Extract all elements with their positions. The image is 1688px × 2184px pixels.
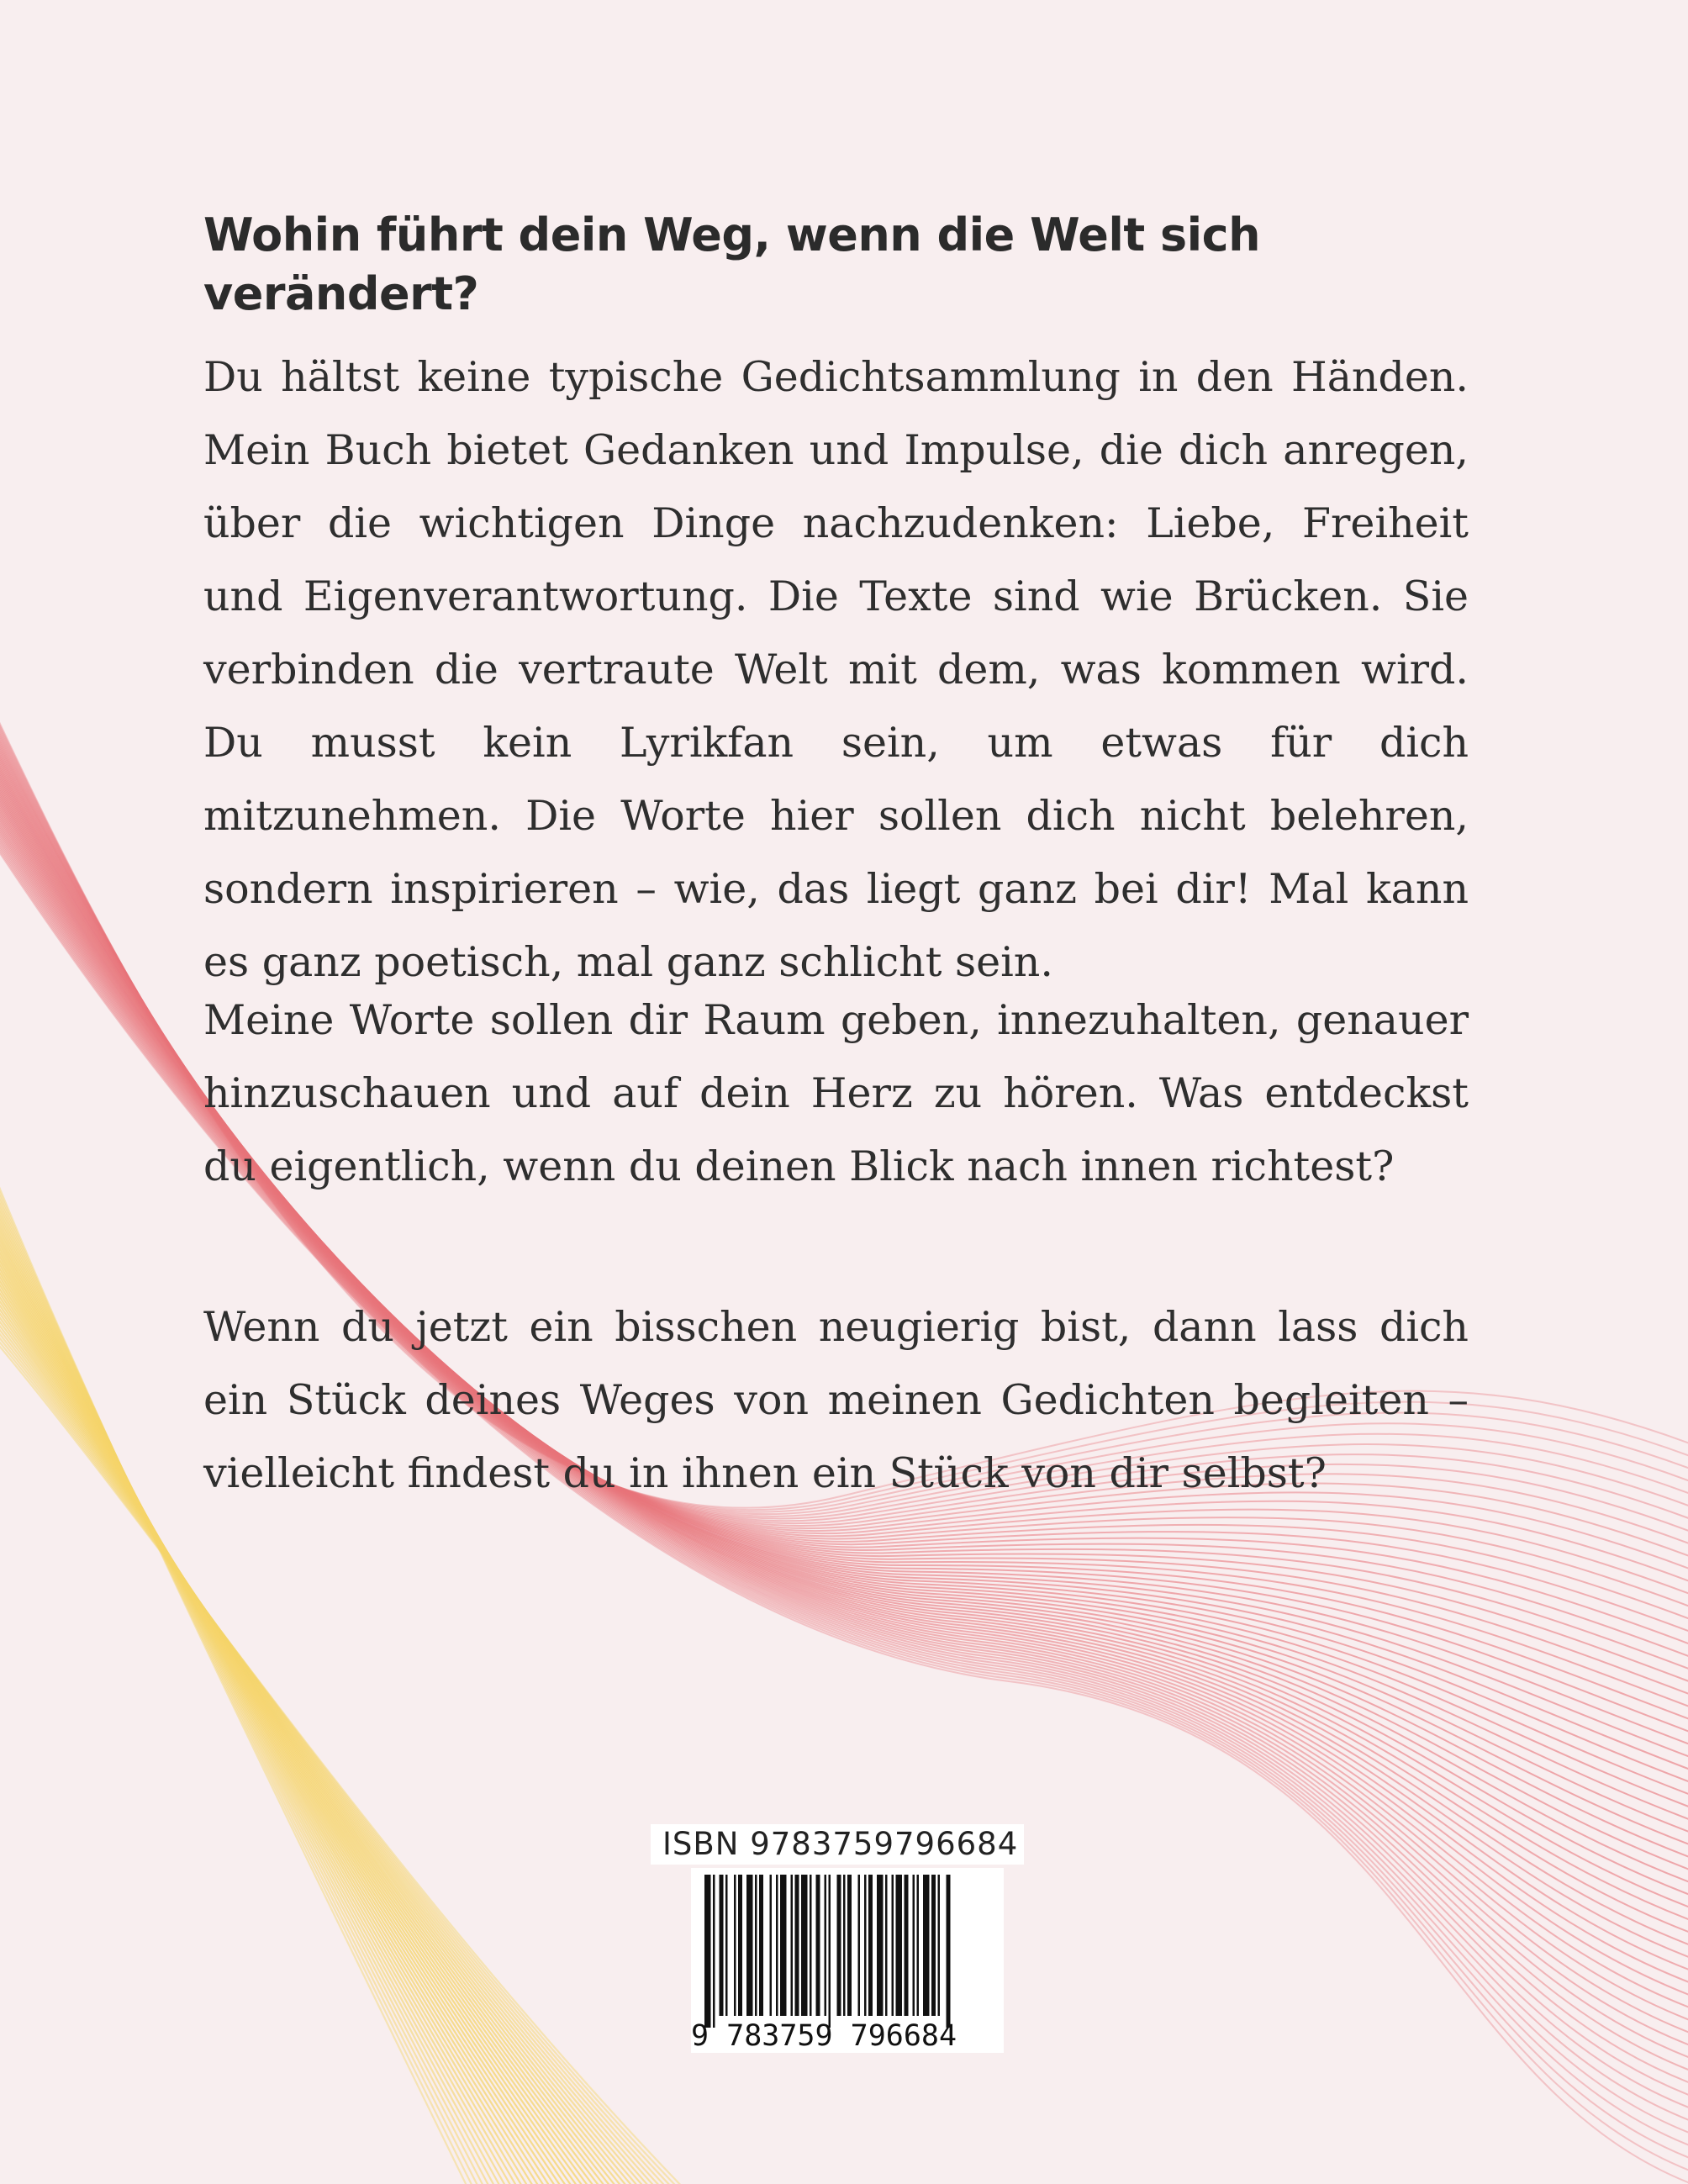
barcode-bar bbox=[917, 1875, 920, 2016]
barcode-bar bbox=[725, 1875, 728, 2016]
barcode-bar bbox=[738, 1875, 742, 2016]
barcode-bar bbox=[847, 1875, 852, 2016]
barcode-bar bbox=[720, 1875, 724, 2016]
barcode-bar bbox=[896, 1875, 903, 2016]
barcode-bar bbox=[947, 1875, 951, 2028]
barcode-bar bbox=[795, 1875, 799, 2016]
barcode-bar bbox=[837, 1875, 841, 2016]
barcode-bar bbox=[816, 1875, 820, 2016]
barcode-bar bbox=[864, 1875, 867, 2016]
barcode-bar bbox=[755, 1875, 757, 2016]
barcode-bar bbox=[746, 1875, 753, 2016]
barcode-bar bbox=[759, 1875, 763, 2016]
barcode-bar bbox=[829, 1875, 831, 2028]
barcode-bar bbox=[780, 1875, 787, 2016]
barcode-bar bbox=[734, 1875, 736, 2016]
paragraph-intro: Du hältst keine typische Gedichtsammlung in den Händen. Mein Buch bietet Gedanken und Impulse, die dich anregen, über die wichtigen Dinge nachzudenken: Liebe, Freiheit und Eigenverantwortung. Die Texte sind wie Brücken. Sie verbinden die vertraute Welt mit dem, was kommen wird. Du musst kein Lyrikfan sein, um etwas für dich mitzunehmen. Die Worte hier sollen dich nicht belehren, sondern inspirieren – wie, das liegt ganz bei dir! Mal kann es ganz poetisch, mal ganz schlicht sein. bbox=[203, 353, 1469, 986]
barcode-bar bbox=[931, 1875, 936, 2016]
barcode-bar bbox=[892, 1875, 894, 2016]
barcode-bar bbox=[801, 1875, 808, 2016]
barcode-bar bbox=[868, 1875, 873, 2016]
isbn-label: ISBN 9783759796684 bbox=[651, 1824, 1024, 1865]
barcode-bar bbox=[791, 1875, 794, 2016]
barcode-bar bbox=[858, 1875, 861, 2016]
barcode-bar bbox=[843, 1875, 846, 2016]
barcode-bar bbox=[938, 1875, 941, 2016]
barcode-bar bbox=[770, 1875, 773, 2016]
barcode-bar bbox=[923, 1875, 930, 2016]
barcode-bar bbox=[913, 1875, 915, 2016]
barcode-bar bbox=[825, 1875, 827, 2016]
barcode-panel bbox=[691, 1868, 1004, 2053]
isbn-barcode bbox=[651, 1824, 1024, 2053]
paragraph-reflection: Meine Worte sollen dir Raum geben, innezuhalten, genauer hinzuschauen und auf dein Herz zu hören. Was entdeckst du eigentlich, wenn du deinen Blick nach innen richtest? bbox=[203, 996, 1469, 1190]
barcode-bar bbox=[704, 1875, 711, 2028]
barcode-bar bbox=[877, 1875, 884, 2016]
barcode-bar bbox=[905, 1875, 909, 2016]
barcode-bar bbox=[713, 1875, 715, 2028]
barcode-bar bbox=[810, 1875, 812, 2016]
barcode-bar bbox=[776, 1875, 778, 2016]
back-cover-text bbox=[203, 206, 1469, 1497]
paragraph-invitation: Wenn du jetzt ein bisschen neugierig bist, dann lass dich ein Stück deines Weges von meinen Gedichten begleiten – vielleicht findest du in ihnen ein Stück von dir selbst? bbox=[203, 1303, 1469, 1497]
headline: Wohin führt dein Weg, wenn die Welt sich verändert? bbox=[203, 208, 1261, 320]
barcode-bar bbox=[885, 1875, 888, 2016]
barcode-digits: 9 783759 796684 bbox=[691, 2019, 957, 2053]
barcode-bars bbox=[691, 1868, 1004, 2028]
